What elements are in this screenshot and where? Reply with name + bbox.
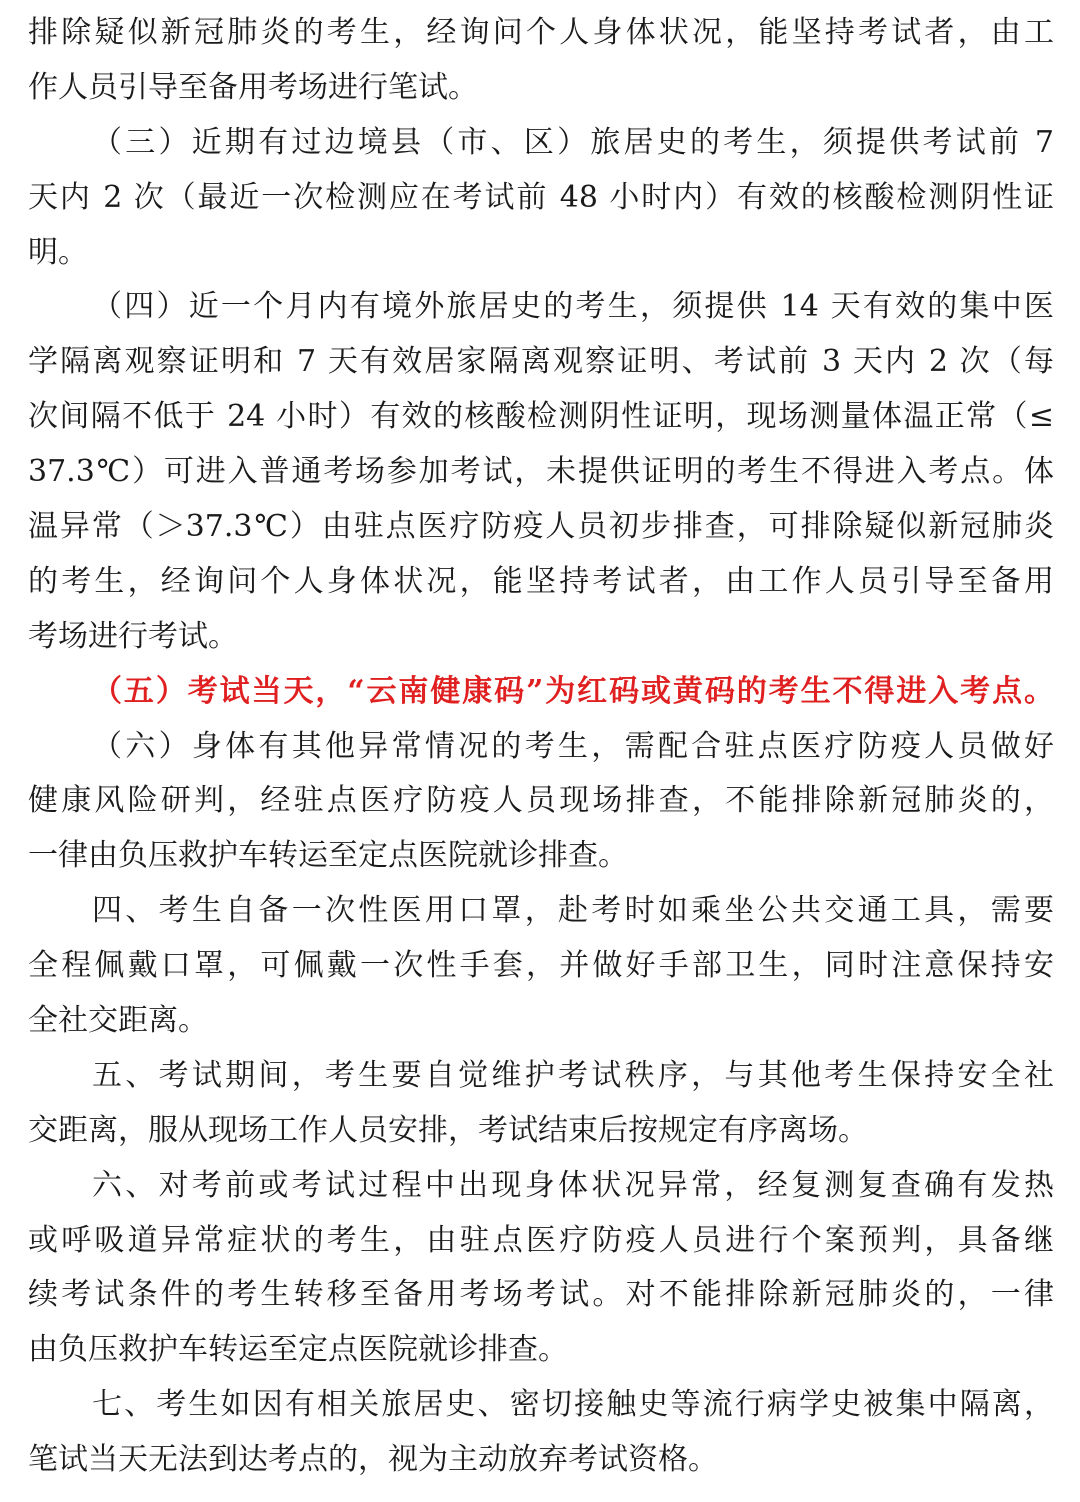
paragraph-line: 续考试条件的考生转移至备用考场考试。对不能排除新冠肺炎的，一律 <box>28 1277 1054 1313</box>
paragraph-line: 作人员引导至备用考场进行笔试。 <box>28 69 478 105</box>
paragraph-line: 的考生，经询问个人身体状况，能坚持考试者，由工作人员引导至备用 <box>28 563 1054 599</box>
paragraph-line: 由负压救护车转运至定点医院就诊排查。 <box>28 1332 568 1368</box>
paragraph-line: 或呼吸道异常症状的考生，由驻点医疗防疫人员进行个案预判，具备继 <box>28 1222 1054 1258</box>
paragraph-line: （三）近期有过边境县（市、区）旅居史的考生，须提供考试前 7 <box>92 124 1054 160</box>
paragraph-line: 全程佩戴口罩，可佩戴一次性手套，并做好手部卫生，同时注意保持安 <box>28 948 1054 984</box>
document-page <box>28 6 1054 1488</box>
paragraph-line: 全社交距离。 <box>28 1003 208 1039</box>
paragraph-line: 健康风险研判，经驻点医疗防疫人员现场排查，不能排除新冠肺炎的， <box>28 783 1054 819</box>
paragraph-line: 温异常（＞37.3℃）由驻点医疗防疫人员初步排查，可排除疑似新冠肺炎 <box>28 509 1054 545</box>
paragraph-line: 明。 <box>28 234 88 270</box>
paragraph-line: 五、考试期间，考生要自觉维护考试秩序，与其他考生保持安全社 <box>92 1057 1054 1093</box>
paragraph-line: 六、对考前或考试过程中出现身体状况异常，经复测复查确有发热 <box>92 1167 1054 1203</box>
paragraph-line: 天内 2 次（最近一次检测应在考试前 48 小时内）有效的核酸检测阴性证 <box>28 179 1054 215</box>
paragraph-line: 学隔离观察证明和 7 天有效居家隔离观察证明、考试前 3 天内 2 次（每 <box>28 344 1054 380</box>
paragraph-line: （四）近一个月内有境外旅居史的考生，须提供 14 天有效的集中医 <box>92 289 1054 325</box>
paragraph-line: 37.3℃）可进入普通考场参加考试，未提供证明的考生不得进入考点。体 <box>28 454 1054 490</box>
paragraph-line: （六）身体有其他异常情况的考生，需配合驻点医疗防疫人员做好 <box>92 728 1054 764</box>
paragraph-line: 笔试当天无法到达考点的，视为主动放弃考试资格。 <box>28 1442 718 1478</box>
paragraph-line: 次间隔不低于 24 小时）有效的核酸检测阴性证明，现场测量体温正常（≤ <box>28 399 1054 435</box>
paragraph-line: 四、考生自备一次性医用口罩，赴考时如乘坐公共交通工具，需要 <box>92 893 1054 929</box>
paragraph-line: 一律由负压救护车转运至定点医院就诊排查。 <box>28 838 628 874</box>
paragraph-line: 排除疑似新冠肺炎的考生，经询问个人身体状况，能坚持考试者，由工 <box>28 15 1054 50</box>
paragraph-line: 七、考生如因有相关旅居史、密切接触史等流行病学史被集中隔离， <box>92 1387 1054 1423</box>
paragraph-line: 交距离，服从现场工作人员安排，考试结束后按规定有序离场。 <box>28 1112 868 1148</box>
highlighted-paragraph-line: （五）考试当天，“云南健康码”为红码或黄码的考生不得进入考点。 <box>92 673 1054 709</box>
paragraph-line: 考场进行考试。 <box>28 618 238 654</box>
